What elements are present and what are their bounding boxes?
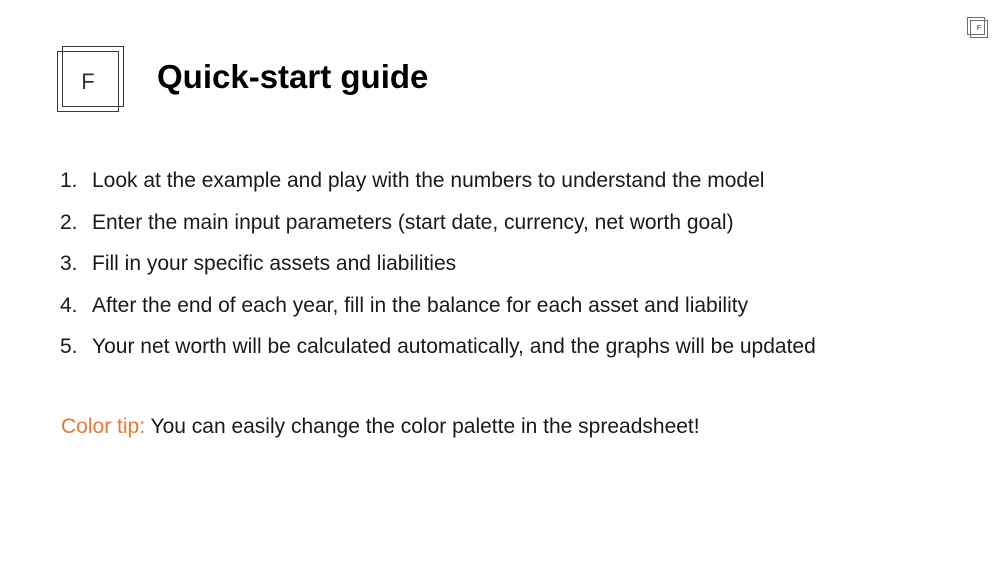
step-number: 4. — [60, 293, 78, 317]
step-text: Fill in your specific assets and liabilities — [92, 252, 457, 275]
logo-letter: F — [81, 69, 95, 94]
step-text: After the end of each year, fill in the balance for each asset and liability — [92, 293, 749, 317]
step-item — [60, 160, 816, 202]
step-number: 3. — [60, 252, 78, 275]
step-number: 1. — [60, 169, 78, 192]
corner-logo-letter: F — [976, 25, 982, 32]
step-item — [60, 326, 816, 368]
step-text: Your net worth will be calculated automatically, and the graphs will be updated — [92, 335, 816, 358]
color-tip-text: You can easily change the color palette in the spreadsheet! — [145, 415, 700, 438]
step-text: Enter the main input parameters (start date, currency, net worth goal) — [92, 210, 734, 234]
color-tip — [61, 410, 700, 444]
step-number: 5. — [60, 335, 78, 358]
corner-logo — [967, 17, 988, 38]
step-number: 2. — [60, 210, 78, 234]
page-title: Quick-start guide — [157, 58, 429, 95]
step-text: Look at the example and play with the numbers to understand the model — [92, 169, 765, 192]
color-tip-label: Color tip: — [61, 415, 146, 438]
step-item — [60, 285, 816, 327]
step-item — [60, 202, 816, 244]
steps-list — [60, 160, 816, 368]
step-item — [60, 243, 816, 285]
logo — [57, 46, 124, 112]
